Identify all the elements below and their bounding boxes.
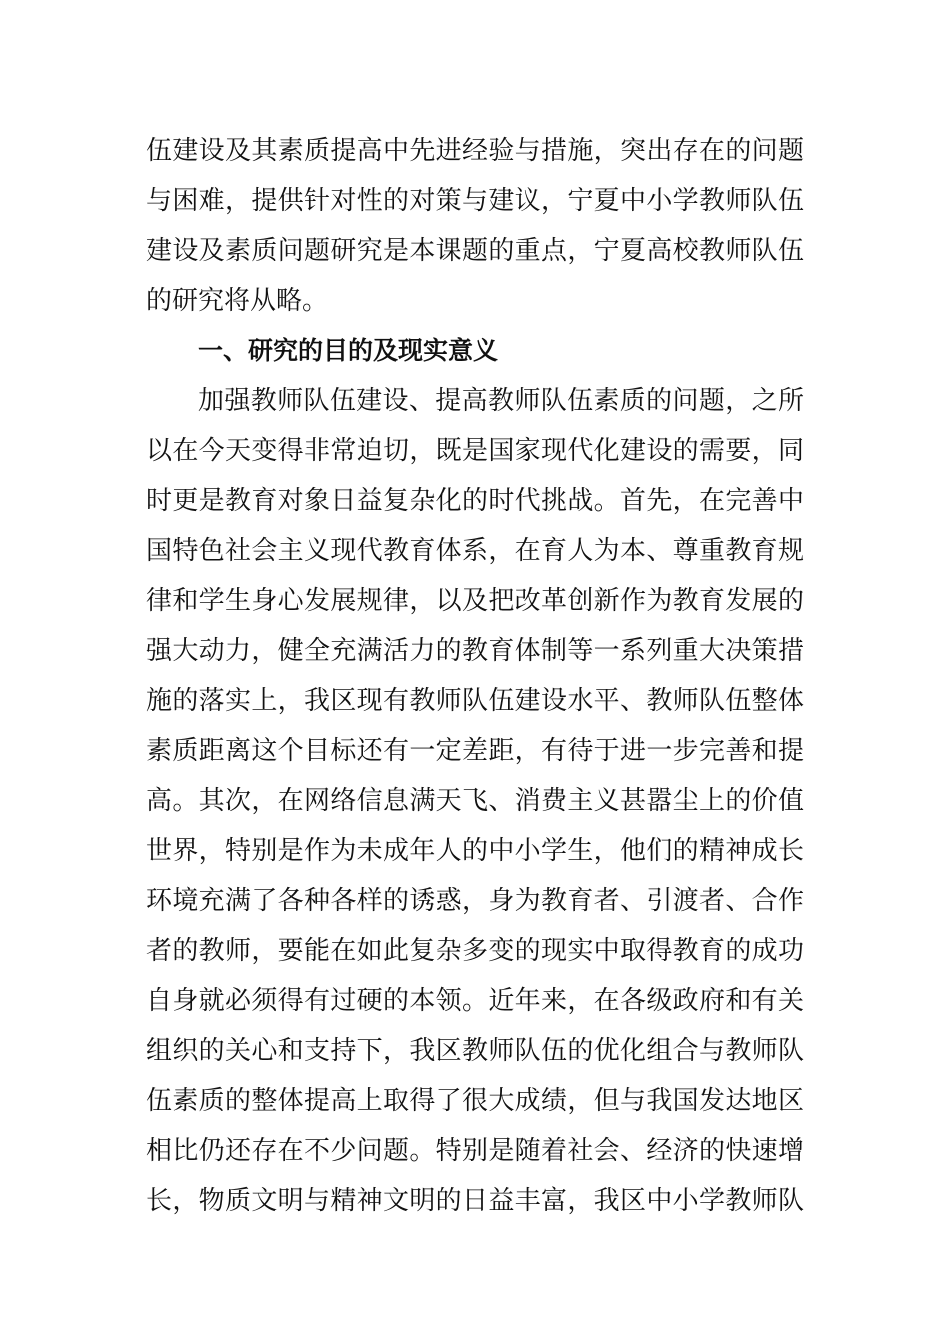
paragraph-continued — [146, 126, 804, 326]
paragraph-line: 自身就必须得有过硬的本领。近年来，在各级政府和有关 — [146, 986, 804, 1016]
paragraph-line: 者的教师，要能在如此复杂多变的现实中取得教育的成功 — [146, 936, 804, 966]
paragraph-line: 素质距离这个目标还有一定差距，有待于进一步完善和提 — [146, 736, 804, 766]
paragraph-line: 组织的关心和支持下，我区教师队伍的优化组合与教师队 — [146, 1036, 804, 1066]
paragraph-line: 长，物质文明与精神文明的日益丰富，我区中小学教师队 — [146, 1186, 804, 1216]
paragraph-line: 以在今天变得非常迫切，既是国家现代化建设的需要，同 — [146, 436, 804, 466]
document-body — [146, 126, 804, 1226]
paragraph-line: 伍素质的整体提高上取得了很大成绩，但与我国发达地区 — [146, 1086, 804, 1116]
paragraph-line: 加强教师队伍建设、提高教师队伍素质的问题，之所 — [198, 386, 804, 416]
section-heading: 一、研究的目的及现实意义 — [198, 336, 499, 365]
paragraph-line: 国特色社会主义现代教育体系，在育人为本、尊重教育规 — [146, 536, 804, 566]
paragraph-line: 强大动力，健全充满活力的教育体制等一系列重大决策措 — [146, 636, 804, 666]
paragraph-line: 律和学生身心发展规律，以及把改革创新作为教育发展的 — [146, 586, 804, 616]
paragraph-line: 时更是教育对象日益复杂化的时代挑战。首先，在完善中 — [146, 486, 804, 516]
paragraph-line: 施的落实上，我区现有教师队伍建设水平、教师队伍整体 — [146, 686, 804, 716]
paragraph-line: 相比仍还存在不少问题。特别是随着社会、经济的快速增 — [146, 1136, 804, 1166]
paragraph-line: 伍建设及其素质提高中先进经验与措施，突出存在的问题 — [146, 136, 804, 166]
paragraph-line: 的研究将从略。 — [146, 286, 329, 316]
paragraph-line: 高。其次，在网络信息满天飞、消费主义甚嚣尘上的价值 — [146, 786, 804, 816]
paragraph-line: 环境充满了各种各样的诱惑，身为教育者、引渡者、合作 — [146, 886, 804, 916]
paragraph-line: 与困难，提供针对性的对策与建议，宁夏中小学教师队伍 — [146, 186, 804, 216]
paragraph-line: 建设及素质问题研究是本课题的重点，宁夏高校教师队伍 — [146, 236, 804, 266]
paragraph-main — [146, 376, 804, 1226]
paragraph-line: 世界，特别是作为未成年人的中小学生，他们的精神成长 — [146, 836, 804, 866]
